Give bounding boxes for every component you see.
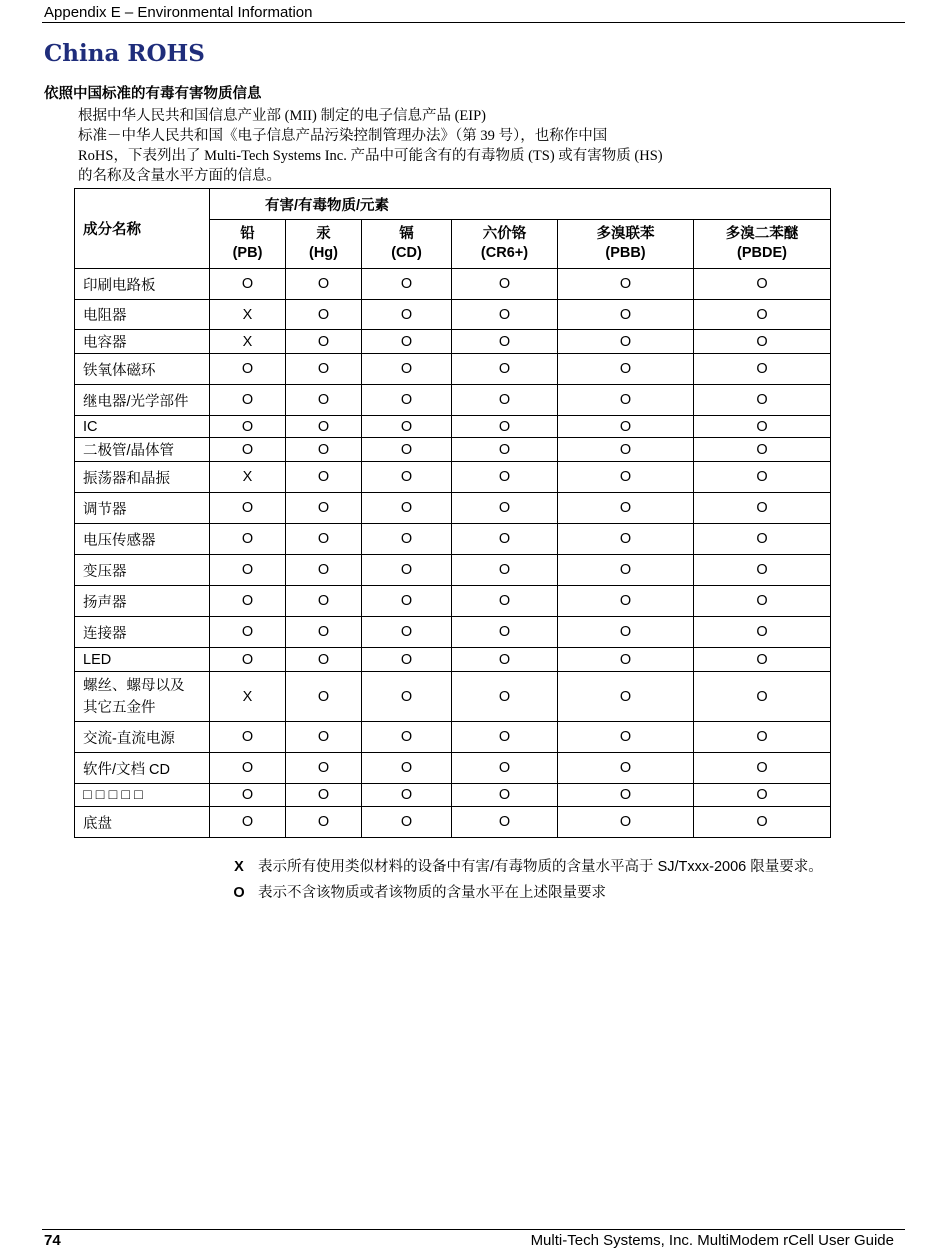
substance-mark: O [452, 300, 558, 330]
substance-mark: O [210, 648, 286, 672]
substance-mark: O [558, 269, 694, 300]
component-name-cell [75, 416, 210, 438]
substance-mark: O [286, 269, 362, 300]
substance-header [286, 220, 362, 269]
substance-mark: O [362, 300, 452, 330]
component-name-cell [75, 617, 210, 648]
component-name-cell [75, 438, 210, 462]
substance-code: (CD) [391, 245, 422, 261]
substance-mark: O [452, 672, 558, 722]
substance-mark: O [558, 300, 694, 330]
page-title: China ROHS [44, 40, 205, 67]
component-name: 电压传感器 [83, 532, 156, 549]
substance-mark: O [558, 330, 694, 354]
substance-mark: O [694, 416, 831, 438]
substance-header [694, 220, 831, 269]
substance-mark: O [286, 462, 362, 493]
substance-mark: O [362, 269, 452, 300]
substance-mark: O [362, 438, 452, 462]
substance-mark: O [452, 330, 558, 354]
table-row [75, 524, 831, 555]
substance-code: (Hg) [309, 245, 338, 261]
table-row [75, 586, 831, 617]
component-name: 交流-直流电源 [83, 730, 175, 747]
component-name: 铁氧体磁环 [83, 362, 156, 379]
substance-mark: O [694, 493, 831, 524]
substance-mark: O [694, 617, 831, 648]
substance-mark: O [452, 524, 558, 555]
substance-mark: O [558, 354, 694, 385]
intro-line: 的名称及含量水平方面的信息。 [78, 168, 281, 184]
substance-mark: O [452, 269, 558, 300]
component-name: 调节器 [83, 501, 127, 518]
component-name-cell [75, 269, 210, 300]
substance-mark: O [452, 648, 558, 672]
substance-code: (CR6+) [480, 245, 529, 261]
component-name-cell [75, 555, 210, 586]
substance-mark: O [362, 493, 452, 524]
substance-mark: O [452, 416, 558, 438]
substance-mark: O [210, 438, 286, 462]
substance-mark: O [210, 784, 286, 807]
component-name: 振荡器和晶振 [83, 470, 170, 487]
substance-mark: O [452, 784, 558, 807]
legend-text: 表示不含该物质或者该物质的含量水平在上述限量要求 [258, 885, 607, 901]
substance-mark: O [362, 672, 452, 722]
substance-mark: O [210, 617, 286, 648]
substance-mark: O [694, 648, 831, 672]
substance-header [452, 220, 558, 269]
substance-mark: O [452, 462, 558, 493]
component-name-cell [75, 462, 210, 493]
table-row [75, 493, 831, 524]
component-name: 二极管/晶体管 [83, 443, 175, 459]
table-row [75, 269, 831, 300]
component-name-cell [75, 722, 210, 753]
intro-line: 根据中华人民共和国信息产业部 (MII) 制定的电子信息产品 (EIP) [78, 108, 486, 124]
substance-mark: O [694, 462, 831, 493]
substance-mark: O [286, 672, 362, 722]
substance-mark: O [558, 385, 694, 416]
substance-mark: O [286, 586, 362, 617]
table-row [75, 354, 831, 385]
substance-mark: O [362, 648, 452, 672]
substance-mark: O [452, 722, 558, 753]
component-name: 软件/文档 CD [83, 761, 170, 778]
substance-code: (PBDE) [737, 245, 787, 261]
substance-mark: O [286, 493, 362, 524]
substance-header [210, 220, 286, 269]
substance-mark: O [210, 354, 286, 385]
substance-mark: O [362, 617, 452, 648]
component-name: 螺丝、螺母以及 [83, 677, 185, 694]
legend-item [224, 855, 823, 876]
substance-mark: X [210, 300, 286, 330]
table-row [75, 462, 831, 493]
component-name-cell [75, 493, 210, 524]
substance-mark: O [286, 300, 362, 330]
component-name-cell [75, 330, 210, 354]
table-row [75, 617, 831, 648]
component-name-cell [75, 753, 210, 784]
substance-group-header: 有害/有毒物质/元素 [210, 189, 831, 220]
intro-line: 标准－中华人民共和国《电子信息产品污染控制管理办法》（第 39 号），也称作中国 [78, 128, 608, 144]
table-row [75, 330, 831, 354]
component-name-cell [75, 648, 210, 672]
substance-mark: O [362, 807, 452, 838]
page-number: 74 [44, 1232, 61, 1249]
substance-mark: O [558, 438, 694, 462]
substance-mark: O [286, 807, 362, 838]
substance-mark: O [362, 416, 452, 438]
substance-name: 汞 [316, 226, 331, 242]
substance-mark: O [286, 784, 362, 807]
substance-mark: O [694, 330, 831, 354]
component-name-cell [75, 300, 210, 330]
legend-symbol: O [233, 885, 245, 901]
substance-mark: O [286, 330, 362, 354]
substance-mark: O [210, 416, 286, 438]
intro-line: RoHS，下表列出了 Multi-Tech Systems Inc. 产品中可能含有的有毒物质 (TS) 或有害物质 (HS) [78, 148, 663, 164]
substance-mark: O [694, 807, 831, 838]
legend-item [224, 881, 606, 902]
substance-mark: O [452, 438, 558, 462]
substance-mark: O [452, 586, 558, 617]
substance-mark: O [362, 462, 452, 493]
substance-mark: O [210, 555, 286, 586]
substance-mark: O [452, 493, 558, 524]
substance-mark: O [362, 722, 452, 753]
substance-mark: O [558, 555, 694, 586]
substance-mark: O [286, 722, 362, 753]
component-name: 继电器/光学部件 [83, 393, 189, 410]
substance-name: 六价铬 [482, 226, 527, 242]
substance-mark: O [558, 807, 694, 838]
component-name: 电阻器 [83, 308, 127, 324]
substance-mark: O [694, 586, 831, 617]
substance-mark: O [694, 672, 831, 722]
substance-mark: O [362, 586, 452, 617]
component-name: 连接器 [83, 625, 127, 642]
substance-mark: O [558, 753, 694, 784]
substance-mark: O [362, 385, 452, 416]
table-row [75, 807, 831, 838]
table-row [75, 300, 831, 330]
running-header: Appendix E – Environmental Information [44, 4, 313, 21]
component-name: □ □ □ □ □ [83, 787, 143, 803]
substance-mark: O [362, 753, 452, 784]
substance-header [558, 220, 694, 269]
substance-mark: O [452, 555, 558, 586]
substance-header [362, 220, 452, 269]
table-body [75, 269, 831, 838]
component-name: LED [83, 651, 112, 668]
substance-mark: O [452, 385, 558, 416]
substance-mark: O [558, 462, 694, 493]
substance-mark: O [694, 524, 831, 555]
substance-mark: O [362, 354, 452, 385]
substance-mark: O [558, 586, 694, 617]
substance-mark: O [694, 555, 831, 586]
component-name: 变压器 [83, 563, 127, 580]
substance-mark: O [286, 617, 362, 648]
substance-mark: O [362, 555, 452, 586]
component-name: 底盘 [83, 815, 112, 832]
substance-name: 多溴二苯醚 [725, 226, 799, 242]
component-name: 印刷电路板 [83, 277, 156, 294]
substance-mark: O [452, 617, 558, 648]
table-row [75, 753, 831, 784]
table-row [75, 438, 831, 462]
substance-mark: O [558, 493, 694, 524]
substance-mark: O [694, 753, 831, 784]
substance-mark: O [558, 648, 694, 672]
substance-name: 多溴联苯 [596, 226, 655, 242]
substance-mark: O [286, 524, 362, 555]
substance-mark: O [286, 555, 362, 586]
table-row [75, 784, 831, 807]
substance-mark: O [362, 784, 452, 807]
substance-mark: O [210, 753, 286, 784]
substance-mark: O [694, 269, 831, 300]
substance-mark: O [694, 385, 831, 416]
component-name-cell [75, 524, 210, 555]
table-row [75, 648, 831, 672]
component-name-cell [75, 586, 210, 617]
guide-title: Multi-Tech Systems, Inc. MultiModem rCell User Guide [530, 1232, 894, 1249]
substance-mark: O [286, 648, 362, 672]
substance-mark: O [210, 807, 286, 838]
table-row [75, 555, 831, 586]
header-divider [42, 22, 905, 23]
section-heading: 依照中国标准的有毒有害物质信息 [44, 86, 262, 102]
substance-mark: O [558, 784, 694, 807]
table-row [75, 385, 831, 416]
legend-text: 表示所有使用类似材料的设备中有害/有毒物质的含量水平高于 SJ/Txxx-2006 限量要求。 [258, 859, 823, 875]
substance-mark: O [558, 722, 694, 753]
substance-mark: O [452, 753, 558, 784]
substance-mark: O [694, 784, 831, 807]
substance-mark: O [694, 300, 831, 330]
component-column-header: 成分名称 [75, 189, 210, 269]
substance-mark: O [362, 330, 452, 354]
substance-mark: O [286, 438, 362, 462]
substance-mark: O [210, 586, 286, 617]
substance-code: (PB) [232, 245, 263, 261]
substance-mark: O [452, 807, 558, 838]
substance-code: (PBB) [605, 245, 646, 261]
substance-mark: O [558, 617, 694, 648]
substance-mark: O [286, 753, 362, 784]
component-name-cell [75, 784, 210, 807]
substance-mark: X [210, 462, 286, 493]
substance-mark: O [558, 524, 694, 555]
table-row [75, 722, 831, 753]
substance-mark: O [362, 524, 452, 555]
component-name-cell [75, 354, 210, 385]
substance-mark: O [286, 354, 362, 385]
substance-mark: O [210, 493, 286, 524]
table-row [75, 672, 831, 722]
substance-mark: O [286, 385, 362, 416]
substance-mark: O [210, 524, 286, 555]
substance-mark: O [210, 385, 286, 416]
substance-mark: O [694, 354, 831, 385]
legend-symbol: X [234, 859, 244, 875]
substance-mark: O [452, 354, 558, 385]
substance-mark: X [210, 672, 286, 722]
footer-divider [42, 1229, 905, 1230]
component-name-cell [75, 807, 210, 838]
component-name-cell [75, 385, 210, 416]
substance-name: 铅 [240, 226, 255, 242]
substance-mark: O [694, 722, 831, 753]
component-name-line2: 其它五金件 [83, 699, 156, 716]
table-row [75, 416, 831, 438]
substance-mark: O [210, 722, 286, 753]
component-name: 电容器 [83, 335, 127, 351]
substance-mark: O [558, 416, 694, 438]
component-name: IC [83, 418, 98, 435]
substance-mark: O [210, 269, 286, 300]
component-name: 扬声器 [83, 594, 127, 611]
substance-mark: O [286, 416, 362, 438]
intro-paragraph [78, 106, 758, 186]
component-name-cell [75, 672, 210, 722]
substance-mark: X [210, 330, 286, 354]
substance-mark: O [558, 672, 694, 722]
rohs-substance-table [74, 188, 831, 838]
substance-name: 镉 [399, 226, 414, 242]
substance-mark: O [694, 438, 831, 462]
